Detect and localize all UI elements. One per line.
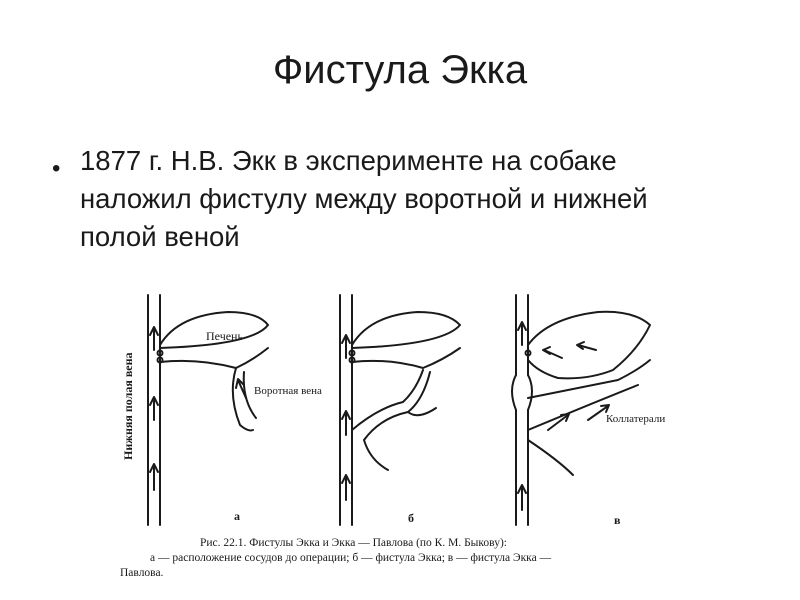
panel-c-liver-outline [528, 312, 650, 379]
panel-a-arrow-1 [150, 464, 158, 490]
panel-b-arrow-1 [342, 475, 350, 500]
bullet-text: 1877 г. Н.В. Экк в эксперименте на собаке наложил фистулу между воротной и нижней полой веной [80, 145, 648, 252]
bullet-list [44, 142, 684, 256]
panel-c-arrow-1 [518, 485, 526, 510]
liver-label: Печень [206, 329, 243, 343]
panel-a-portal-upper [160, 348, 268, 368]
portal-vein-label: Воротная вена [254, 385, 322, 397]
panel-a-arrow-3 [150, 327, 158, 350]
panel-c-diagram [512, 295, 665, 527]
panel-c-arrow-liver-1 [543, 347, 562, 358]
panel-b-arrow-2 [342, 411, 350, 435]
vena-cava-label: Нижняя полая вена [121, 352, 135, 460]
figure-caption [120, 536, 700, 581]
panel-a-diagram [121, 295, 322, 525]
bullet-dot-icon: • [52, 155, 61, 182]
bullet-item [44, 142, 684, 256]
caption-line-1: Рис. 22.1. Фистулы Экка и Экка — Павлова (по К. М. Быкову): [200, 537, 507, 549]
panel-b-portal-upper [352, 348, 460, 368]
panel-c-arrow-liver-2 [577, 342, 596, 350]
panel-c-shunt [528, 440, 573, 475]
panel-b-shunt-lower [364, 372, 430, 470]
panel-c-ligation [512, 375, 532, 410]
slide-title: Фистула Экка [272, 48, 528, 92]
panel-c-arrow-2 [518, 322, 526, 345]
panel-b-liver-outline [352, 312, 460, 348]
panel-c-collateral-1 [528, 360, 650, 398]
panel-a-letter: а [234, 509, 240, 523]
panel-b-letter: б [408, 511, 414, 525]
caption-line-3: Павлова. [120, 567, 164, 579]
panel-c-letter: в [614, 513, 621, 527]
panel-b-arrow-3 [342, 335, 350, 358]
panel-b-shunt-upper [352, 370, 423, 430]
caption-line-2: а — расположение сосудов до операции; б — фистула Экка; в — фистула Экка — [150, 552, 552, 564]
panel-b-diagram [340, 295, 460, 525]
panel-a-arrow-2 [150, 397, 158, 420]
collaterals-label: Коллатерали [606, 413, 666, 425]
